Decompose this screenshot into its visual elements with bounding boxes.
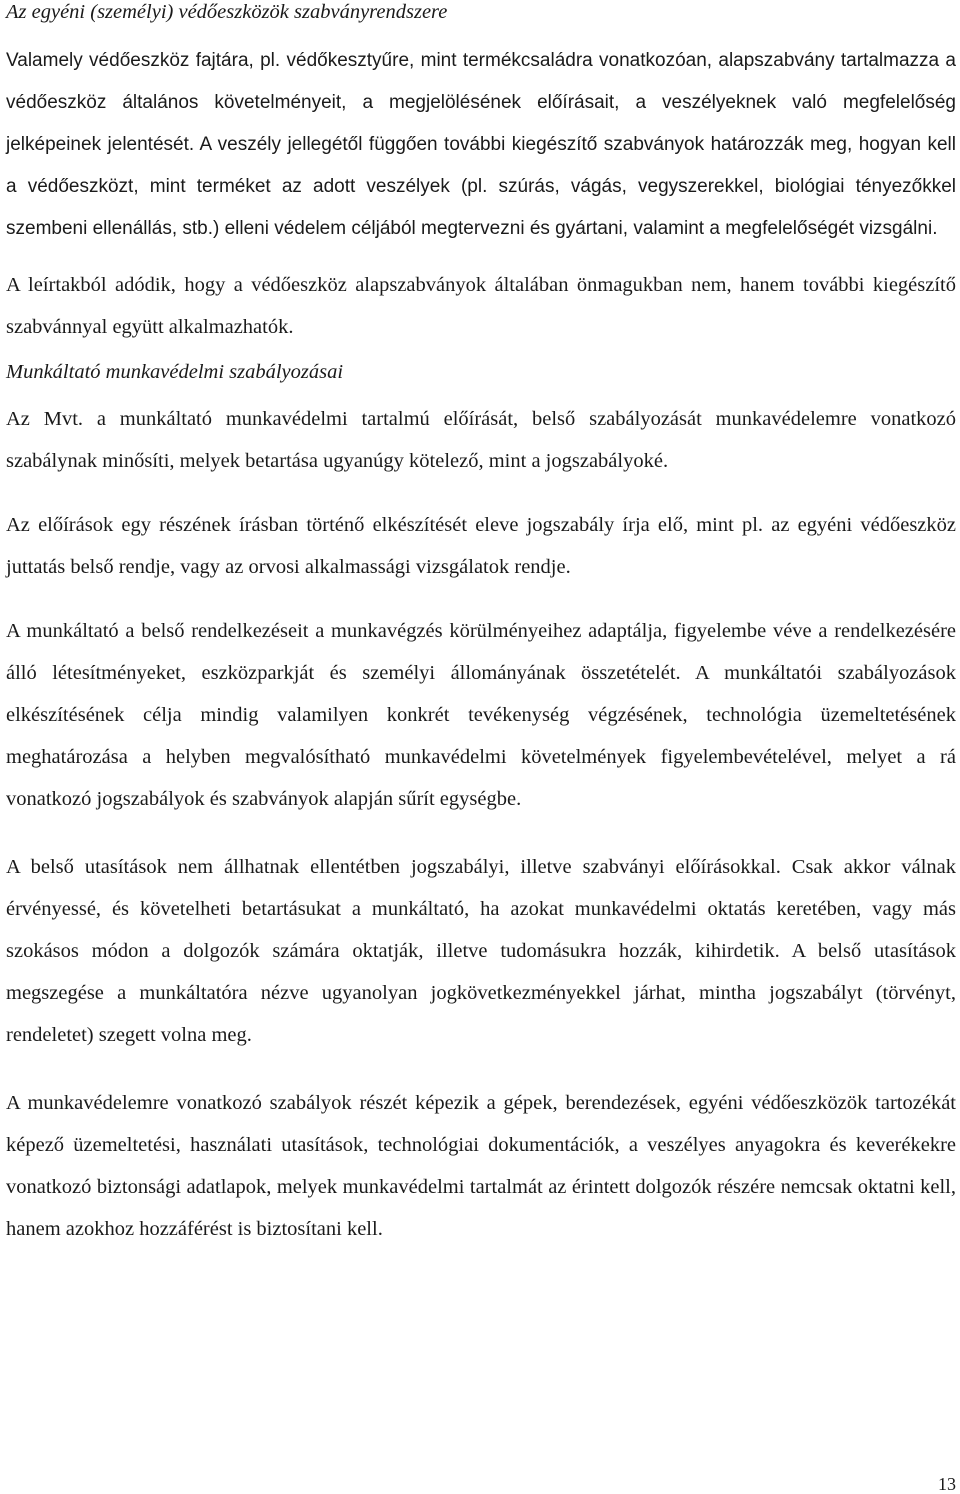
- paragraph-ppe-standards: Valamely védőeszköz fajtára, pl. védőkesztyűre, mint termékcsaládra vonatkozóan, alapszabvány tartalmazza a védőeszköz általános követelményeit, a megjelölésének előírásait, a veszélyeknek való megfelelőség jelképeinek jelentését. A veszély jellegétől függően további kiegészítő szabványok határozzák meg, hogyan kell a védőeszközt, mint terméket az adott veszélyek (pl. szúrás, vágás, vegyszerekkel, biológiai tényezőkkel szembeni ellenállás, stb.) elleni védelem céljából megtervezni és gyártani, valamint a megfelelőségét vizsgálni.: [6, 50, 956, 239]
- paragraph-standards-conclusion: A leírtakból adódik, hogy a védőeszköz alapszabványok általában önmagukban nem, hanem további kiegészítő szabvánnyal együtt alkalmazhatók.: [6, 274, 956, 338]
- page-number: 13: [938, 1474, 956, 1494]
- paragraph-internal-instructions: A belső utasítások nem állhatnak ellentétben jogszabályi, illetve szabványi előírásokkal. Csak akkor válnak érvényessé, és követelheti betartásukat a munkáltató, ha azokat munkavédelmi oktatás keretében, vagy más szokásos módon a dolgozók számára oktatják, illetve tudomásukra hozzák, kihirdetik. A belső utasítások megszegése a munkáltatóra nézve ugyanolyan jogkövetkezményekkel járhat, mintha jogszabályt (törvényt, rendeletet) szegett volna meg.: [6, 856, 956, 1046]
- document-page: [6, 0, 956, 1250]
- section-heading-employer-regulations: Munkáltató munkavédelmi szabályozásai: [6, 361, 344, 383]
- paragraph-employer-adaptation: A munkáltató a belső rendelkezéseit a munkavégzés körülményeihez adaptálja, figyelembe véve a rendelkezésére álló létesítményeket, eszközparkját és személyi állományának összetételét. A munkáltatói szabályozások elkészítésének célja mindig valamilyen konkrét tevékenység végzésének, technológia üzemeltetésének meghatározása a helyben megvalósítható munkavédelmi követelmények figyelembevételével, melyet a rá vonatkozó jogszabályok és szabványok alapján sűrít egységbe.: [6, 620, 956, 810]
- paragraph-safety-rules-scope: A munkavédelemre vonatkozó szabályok részét képezik a gépek, berendezések, egyéni védőeszközök tartozékát képező üzemeltetési, használati utasítások, technológiai dokumentációk, a veszélyes anyagokra és keverékekre vonatkozó biztonsági adatlapok, melyek munkavédelmi tartalmát az érintett dolgozók részére nemcsak oktatni kell, hanem azokhoz hozzáférést is biztosítani kell.: [6, 1092, 956, 1240]
- section-heading-ppe-standards: Az egyéni (személyi) védőeszközök szabványrendszere: [6, 1, 448, 23]
- paragraph-mvt: Az Mvt. a munkáltató munkavédelmi tartalmú előírását, belső szabályozását munkavédelemre vonatkozó szabálynak minősíti, melyek betartása ugyanúgy kötelező, mint a jogszabályoké.: [6, 408, 956, 472]
- paragraph-written-rules: Az előírások egy részének írásban történő elkészítését eleve jogszabály írja elő, mint pl. az egyéni védőeszköz juttatás belső rendje, vagy az orvosi alkalmassági vizsgálatok rendje.: [6, 514, 956, 578]
